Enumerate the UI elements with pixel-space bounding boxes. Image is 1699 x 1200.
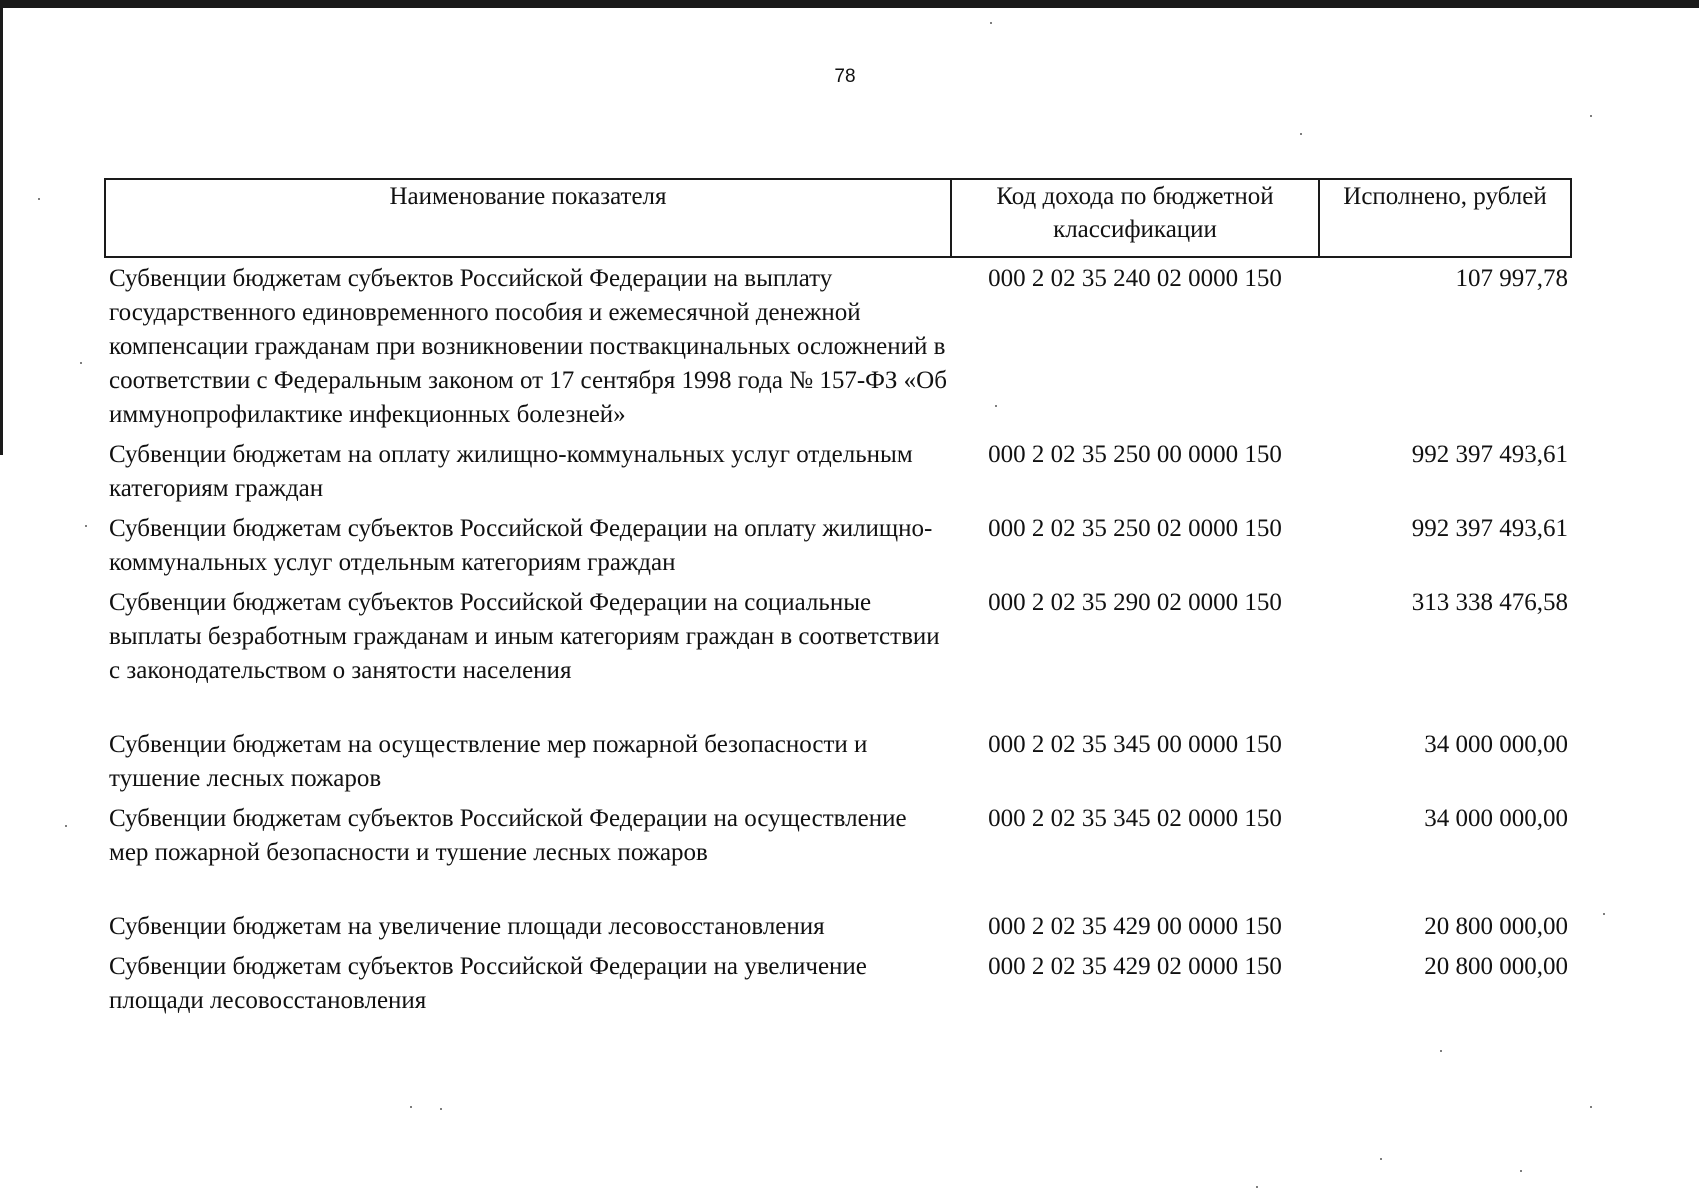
scan-top-border bbox=[0, 0, 1699, 8]
table-body bbox=[105, 257, 1571, 1024]
row-name: Субвенции бюджетам субъектов Российской Федерации на осуществление мер пожарной безопасности и тушение лесных пожаров bbox=[109, 805, 907, 866]
row-code: 000 2 02 35 345 00 0000 150 bbox=[988, 731, 1282, 758]
table-row bbox=[105, 438, 1571, 512]
row-amount: 20 800 000,00 bbox=[1424, 913, 1568, 940]
scan-speck bbox=[1520, 1170, 1522, 1172]
scan-speck bbox=[1590, 1106, 1592, 1108]
scan-speck bbox=[1603, 913, 1605, 915]
row-name: Субвенции бюджетам на увеличение площади лесовосстановления bbox=[109, 913, 825, 940]
row-amount: 34 000 000,00 bbox=[1424, 731, 1568, 758]
scan-speck bbox=[1440, 1050, 1442, 1052]
row-amount: 20 800 000,00 bbox=[1424, 953, 1568, 980]
row-name: Субвенции бюджетам субъектов Российской Федерации на увеличение площади лесовосстановления bbox=[109, 953, 867, 1014]
scan-left-border bbox=[0, 0, 3, 455]
budget-revenue-table bbox=[104, 178, 1572, 1024]
table-header bbox=[105, 179, 1571, 257]
table-row bbox=[105, 728, 1571, 802]
scan-speck bbox=[410, 1106, 412, 1108]
table-row bbox=[105, 802, 1571, 910]
row-name: Субвенции бюджетам на оплату жилищно-коммунальных услуг отдельным категориям граждан bbox=[109, 441, 913, 502]
row-name: Субвенции бюджетам субъектов Российской Федерации на выплату государственного единовременного пособия и ежемесячной денежной компенсации гражданам при возникновении поствакцинальных осложнений в соответствии с Федеральным законом от 17 сентября 1998 года № 157-ФЗ «Об иммунопрофилактике инфекционных болезней» bbox=[109, 265, 947, 428]
row-amount: 992 397 493,61 bbox=[1411, 441, 1568, 468]
row-code: 000 2 02 35 429 02 0000 150 bbox=[988, 953, 1282, 980]
scan-speck bbox=[38, 198, 40, 200]
header-code: Код дохода по бюджетной классификации bbox=[951, 179, 1319, 257]
scan-speck bbox=[1256, 1186, 1258, 1188]
table-row bbox=[105, 512, 1571, 586]
row-amount: 313 338 476,58 bbox=[1411, 589, 1568, 616]
row-name: Субвенции бюджетам субъектов Российской Федерации на оплату жилищно-коммунальных услуг отдельным категориям граждан bbox=[109, 515, 933, 576]
row-code: 000 2 02 35 345 02 0000 150 bbox=[988, 805, 1282, 832]
page-number: 78 bbox=[834, 66, 856, 87]
row-name: Субвенции бюджетам на осуществление мер пожарной безопасности и тушение лесных пожаров bbox=[109, 731, 868, 792]
table-row bbox=[105, 586, 1571, 728]
scan-speck bbox=[440, 1108, 442, 1110]
row-code: 000 2 02 35 250 00 0000 150 bbox=[988, 441, 1282, 468]
table-row bbox=[105, 257, 1571, 438]
row-code: 000 2 02 35 240 02 0000 150 bbox=[988, 265, 1282, 292]
row-amount: 107 997,78 bbox=[1455, 265, 1568, 292]
scan-speck bbox=[990, 22, 992, 24]
scan-speck bbox=[80, 362, 82, 364]
scan-speck bbox=[1300, 133, 1302, 135]
header-row bbox=[105, 179, 1571, 257]
table-row bbox=[105, 950, 1571, 1024]
scan-speck bbox=[85, 525, 87, 527]
scan-speck bbox=[65, 825, 67, 827]
row-code: 000 2 02 35 290 02 0000 150 bbox=[988, 589, 1282, 616]
row-code: 000 2 02 35 429 00 0000 150 bbox=[988, 913, 1282, 940]
scan-speck bbox=[1380, 1158, 1382, 1160]
row-code: 000 2 02 35 250 02 0000 150 bbox=[988, 515, 1282, 542]
scan-speck bbox=[1590, 115, 1592, 117]
table-row bbox=[105, 910, 1571, 950]
scan-speck bbox=[995, 405, 997, 407]
header-amount: Исполнено, рублей bbox=[1319, 179, 1571, 257]
row-name: Субвенции бюджетам субъектов Российской Федерации на социальные выплаты безработным гражданам и иным категориям граждан в соответствии с законодательством о занятости населения bbox=[109, 589, 940, 684]
header-name: Наименование показателя bbox=[105, 179, 951, 257]
row-amount: 992 397 493,61 bbox=[1411, 515, 1568, 542]
row-amount: 34 000 000,00 bbox=[1424, 805, 1568, 832]
